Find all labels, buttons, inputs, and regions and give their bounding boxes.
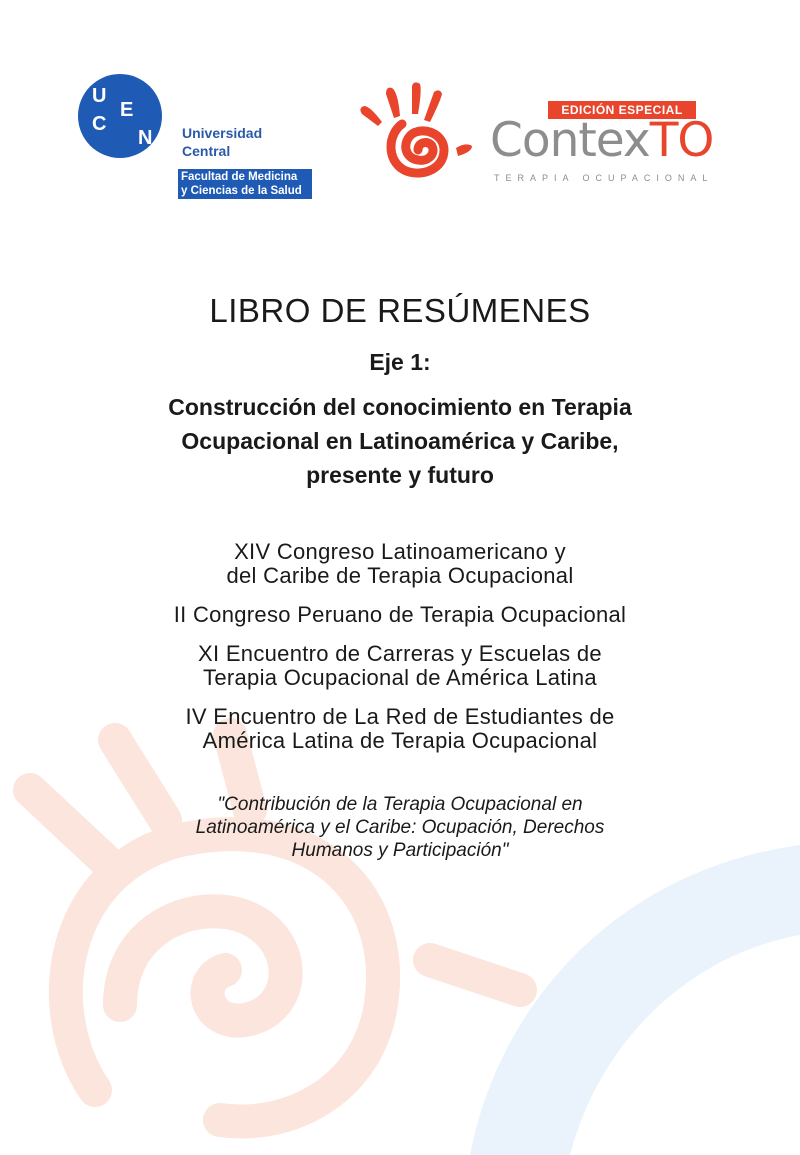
faculty-label [178, 169, 312, 199]
event-item [60, 540, 740, 588]
faculty-line1: Facultad de Medicina [181, 171, 298, 183]
motto-line2: Latinoamérica y el Caribe: Ocupación, Derechos [195, 817, 605, 838]
axis-title [80, 390, 720, 492]
university-name-line1: Universidad [182, 125, 263, 141]
contexto-word-main: Contex [490, 113, 650, 168]
university-name [182, 124, 322, 160]
event-item [60, 642, 740, 690]
book-title: LIBRO DE RESÚMENES [209, 292, 591, 329]
ucen-letter-e: E [120, 99, 134, 121]
university-name-line2: Central [182, 143, 231, 159]
contexto-word-accent: TO [649, 113, 714, 168]
axis-title-line3: presente y futuro [306, 462, 494, 488]
axis-title-line2: Ocupacional en Latinoamérica y Caribe, [181, 428, 619, 454]
motto-line1: "Contribución de la Terapia Ocupacional en [217, 794, 583, 815]
event-line: del Caribe de Terapia Ocupacional [226, 563, 574, 588]
contexto-tagline: TERAPIA OCUPACIONAL [494, 173, 714, 183]
ucen-letter-n: N [138, 127, 153, 149]
event-item [60, 705, 740, 753]
event-line: Terapia Ocupacional de América Latina [203, 665, 597, 690]
event-item [60, 603, 740, 627]
motto-line3: Humanos y Participación" [291, 840, 509, 861]
faculty-line2: y Ciencias de la Salud [181, 185, 302, 197]
ucen-logo [78, 74, 162, 158]
congress-motto [110, 793, 690, 862]
ucen-letter-c: C [92, 113, 107, 135]
contexto-hand-icon [356, 82, 486, 192]
event-line: XI Encuentro de Carreras y Escuelas de [198, 641, 602, 666]
ucen-letter-u: U [92, 85, 107, 107]
event-line: II Congreso Peruano de Terapia Ocupacional [173, 602, 627, 627]
event-line: XIV Congreso Latinoamericano y [234, 539, 566, 564]
axis-label: Eje 1: [369, 349, 431, 375]
axis-title-line1: Construcción del conocimiento en Terapia [168, 394, 632, 420]
events-list [60, 540, 740, 768]
edicion-especial-badge: EDICIÓN ESPECIAL [548, 101, 696, 119]
event-line: América Latina de Terapia Ocupacional [202, 728, 598, 753]
event-line: IV Encuentro de La Red de Estudiantes de [185, 704, 615, 729]
contexto-wordmark [490, 113, 740, 169]
